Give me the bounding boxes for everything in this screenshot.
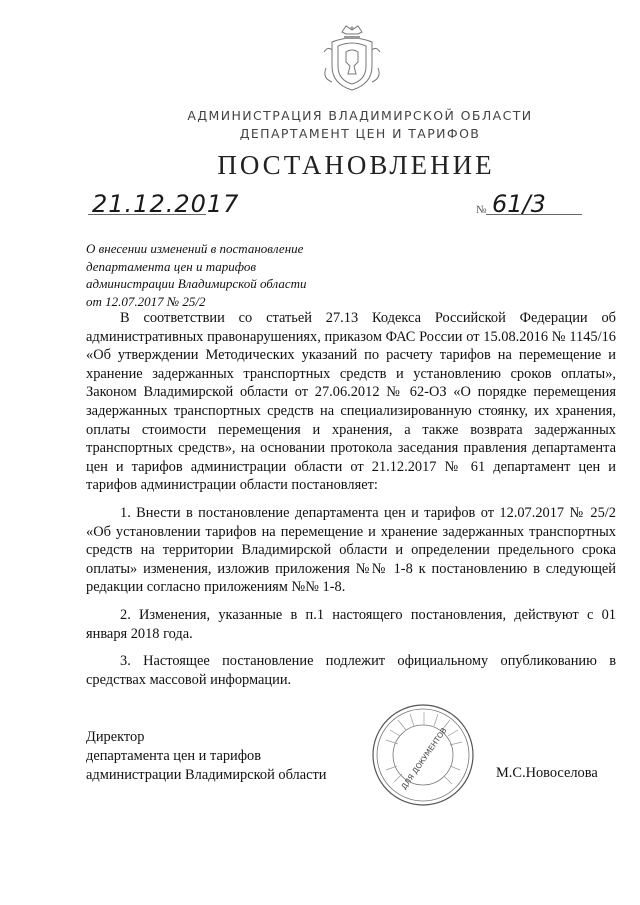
- document-subject: [86, 240, 346, 310]
- date-underline: [88, 214, 206, 215]
- stamp-text: ДЛЯ ДОКУМЕНТОВ: [399, 725, 449, 792]
- department-name: ДЕПАРТАМЕНТ ЦЕН И ТАРИФОВ: [239, 126, 481, 141]
- clause-1: 1. Внести в постановление департамента цен и тарифов от 12.07.2017 № 25/2 «Об установлении тарифов на перемещение и хранение задержанных транспортных средств на территории Владимирской области и определении предельного срока оплаты» изменения, изложив приложения №№ 1-8 к постановлению в следующей редакции согласно приложениям №№ 1-8.: [86, 504, 616, 596]
- clause-3: 3. Настоящее постановление подлежит официальному опубликованию в средствах массовой информации.: [86, 653, 616, 688]
- document-date: 21.12.2017: [92, 190, 240, 218]
- coat-of-arms-icon: [318, 22, 386, 94]
- number-sign: №: [476, 204, 487, 216]
- document-number: 61/3: [492, 190, 546, 218]
- round-stamp-icon: [368, 700, 478, 810]
- clause-2: 2. Изменения, указанные в п.1 настоящего постановления, действуют с 01 января 2018 года.: [86, 606, 616, 642]
- signatory-department: департамента цен и тарифов: [86, 748, 262, 764]
- organization-name: АДМИНИСТРАЦИЯ ВЛАДИМИРСКОЙ ОБЛАСТИ: [187, 108, 533, 123]
- document-title: ПОСТАНОВЛЕНИЕ: [217, 150, 495, 180]
- subject-line: О внесении изменений в постановление: [86, 241, 304, 256]
- signatory-organization: администрации Владимирской области: [86, 767, 327, 783]
- number-underline: [486, 214, 582, 215]
- document-body: [86, 309, 616, 698]
- preamble-paragraph: В соответствии со статьей 27.13 Кодекса Российской Федерации об административных правонарушениях, приказом ФАС России от 15.08.2016 № 1145/16 «Об утверждении Методических указаний по расчету тарифов на перемещение и хранение задержанных транспортных средств и установлению сроков оплаты», Законом Владимирской области от 27.06.2012 № 62-ОЗ «О порядке перемещения задержанных транспортных средств на специализированную стоянку, их хранения, оплаты стоимости перемещения и хранения, а также возврата задержанных транспортных средств», на основании протокола заседания правления департамента цен и тарифов администрации области от 21.12.2017 № 61 департамент цен и тарифов администрации области постановляет:: [86, 310, 616, 494]
- subject-line: департамента цен и тарифов: [86, 258, 256, 274]
- signatory-name: М.С.Новоселова: [496, 765, 598, 781]
- signatory-position: Директор: [86, 729, 145, 745]
- subject-line: администрации Владимирской области: [86, 276, 307, 291]
- subject-line: от 12.07.2017 № 25/2: [86, 293, 206, 309]
- signatory-title: [86, 728, 327, 785]
